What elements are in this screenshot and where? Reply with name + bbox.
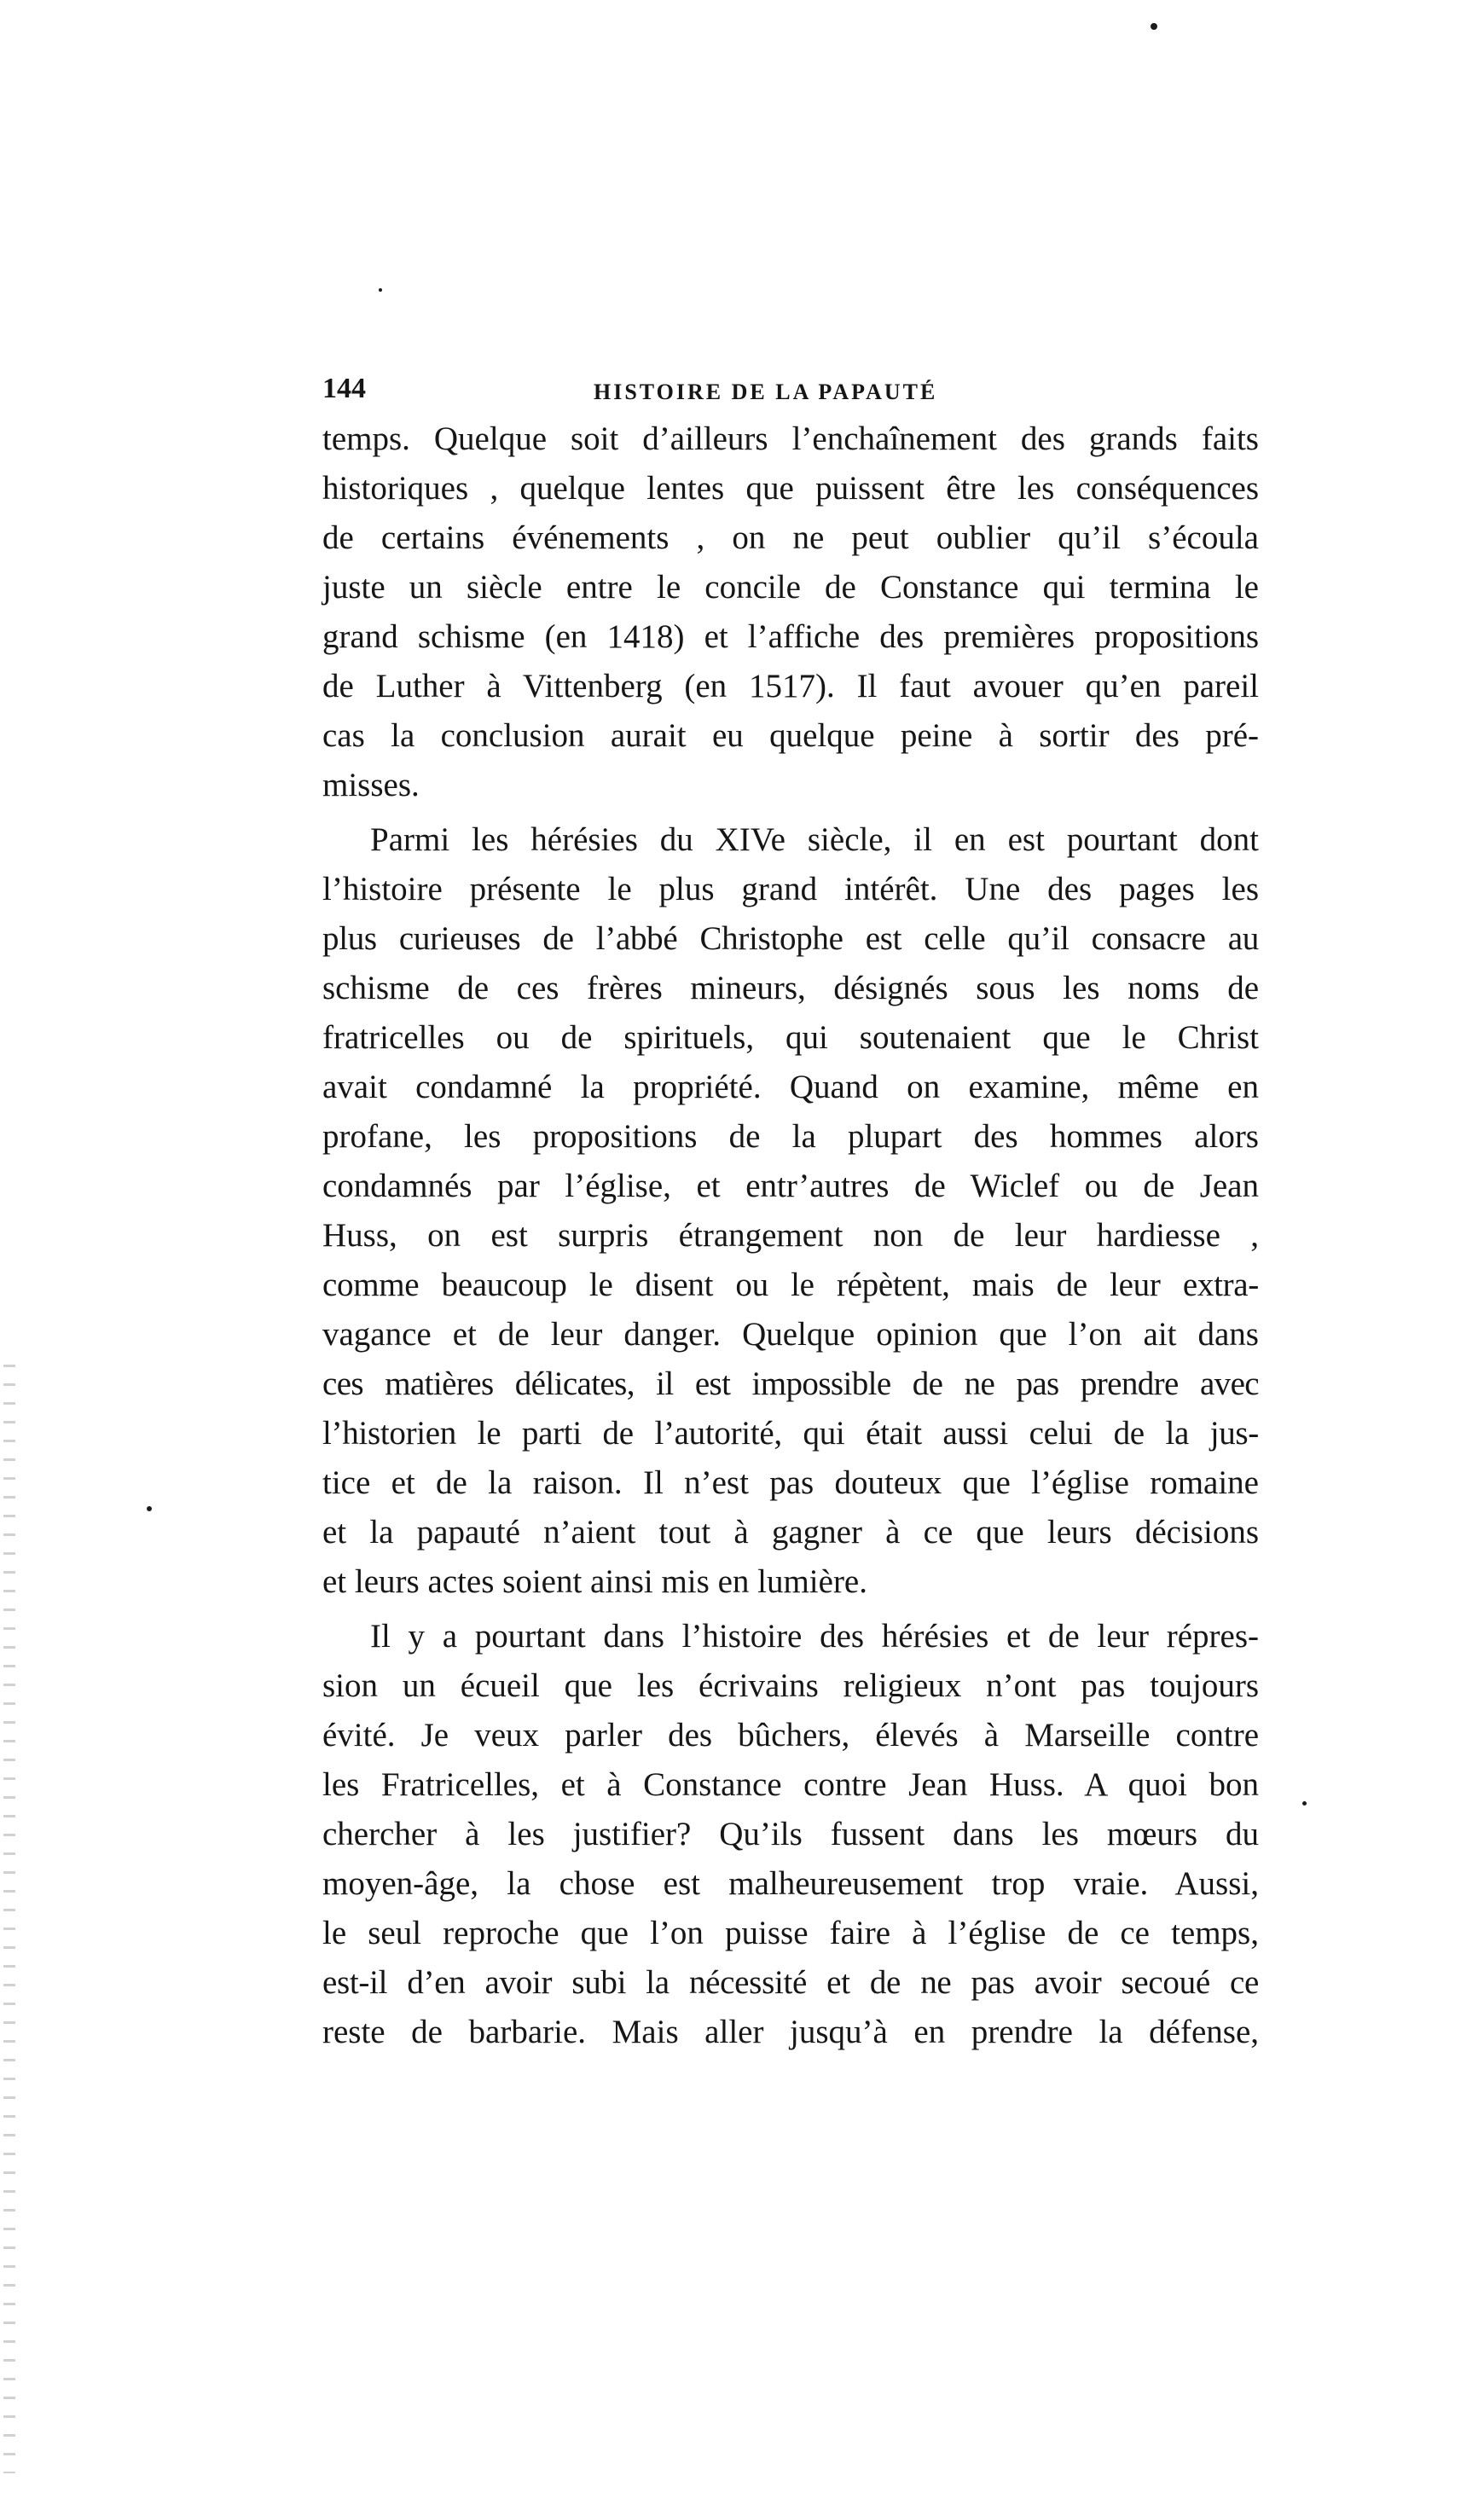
text-line: reste de barbarie. Mais aller jusqu’à en prendre la défense,: [322, 2014, 1259, 2050]
text-line: sion un écueil que les écrivains religieux n’ont pas toujours: [322, 1667, 1259, 1704]
text-line: de certains événements , on ne peut oublier qu’il s’écoula: [322, 519, 1259, 556]
ink-speck: [147, 1506, 152, 1511]
text-line: chercher à les justifier? Qu’ils fussent dans les mœurs du: [322, 1816, 1259, 1852]
body-text: [322, 414, 1259, 2057]
text-line: tice et de la raison. Il n’est pas douteux que l’église romaine: [322, 1464, 1259, 1501]
text-line: évité. Je veux parler des bûchers, élevés à Marseille contre: [322, 1717, 1259, 1754]
text-line: juste un siècle entre le concile de Constance qui termina le: [322, 569, 1259, 606]
text-line: vagance et de leur danger. Quelque opinion que l’on ait dans: [322, 1316, 1259, 1353]
text-line: plus curieuses de l’abbé Christophe est celle qu’il consacre au: [322, 920, 1259, 957]
running-title: HISTOIRE DE LA PAPAUTÉ: [594, 380, 938, 404]
text-line: historiques , quelque lentes que puissent être les conséquences: [322, 470, 1259, 507]
text-line: cas la conclusion aurait eu quelque peine à sortir des pré-: [322, 717, 1259, 754]
text-line: de Luther à Vittenberg (en 1517). Il faut avouer qu’en pareil: [322, 668, 1259, 704]
text-line: comme beaucoup le disent ou le répètent, mais de leur extra-: [322, 1267, 1259, 1303]
text-line: le seul reproche que l’on puisse faire à l’église de ce temps,: [322, 1915, 1259, 1951]
text-line: l’historien le parti de l’autorité, qui était aussi celui de la jus-: [322, 1415, 1259, 1452]
text-line: et la papauté n’aient tout à gagner à ce que leurs décisions: [322, 1514, 1259, 1551]
text-line: les Fratricelles, et à Constance contre Jean Huss. A quoi bon: [322, 1766, 1259, 1803]
ink-speck: [1151, 23, 1157, 30]
page-header: [322, 365, 979, 413]
page-number: 144: [322, 373, 366, 404]
text-line: grand schisme (en 1418) et l’affiche des premières propositions: [322, 618, 1259, 655]
text-line: et leurs actes soient ainsi mis en lumière.: [322, 1563, 867, 1600]
ink-speck: [1302, 1801, 1307, 1806]
paragraph-1: [322, 414, 1259, 810]
text-line: fratricelles ou de spirituels, qui soutenaient que le Christ: [322, 1019, 1259, 1056]
text-line: schisme de ces frères mineurs, désignés sous les noms de: [322, 970, 1259, 1006]
text-line: Il y a pourtant dans l’histoire des hérésies et de leur répres-: [370, 1618, 1259, 1655]
text-line: misses.: [322, 767, 420, 803]
paragraph-2: [322, 815, 1259, 1607]
text-line: l’histoire présente le plus grand intérêt. Une des pages les: [322, 871, 1259, 907]
text-line: temps. Quelque soit d’ailleurs l’enchaînement des grands faits: [322, 420, 1259, 457]
text-line: ces matières délicates, il est impossible de ne pas prendre avec: [322, 1365, 1259, 1402]
ink-speck: [379, 288, 382, 292]
binding-edge-noise: [3, 1365, 15, 2473]
text-line: Parmi les hérésies du XIVe siècle, il en est pourtant dont: [370, 821, 1259, 858]
text-line: moyen-âge, la chose est malheureusement trop vraie. Aussi,: [322, 1865, 1259, 1902]
text-line: condamnés par l’église, et entr’autres de Wiclef ou de Jean: [322, 1168, 1259, 1204]
text-line: profane, les propositions de la plupart des hommes alors: [322, 1118, 1259, 1155]
text-line: est-il d’en avoir subi la nécessité et de ne pas avoir secoué ce: [322, 1964, 1259, 2001]
text-line: avait condamné la propriété. Quand on examine, même en: [322, 1069, 1259, 1105]
text-line: Huss, on est surpris étrangement non de leur hardiesse ,: [322, 1217, 1259, 1254]
paragraph-3: [322, 1612, 1259, 2057]
